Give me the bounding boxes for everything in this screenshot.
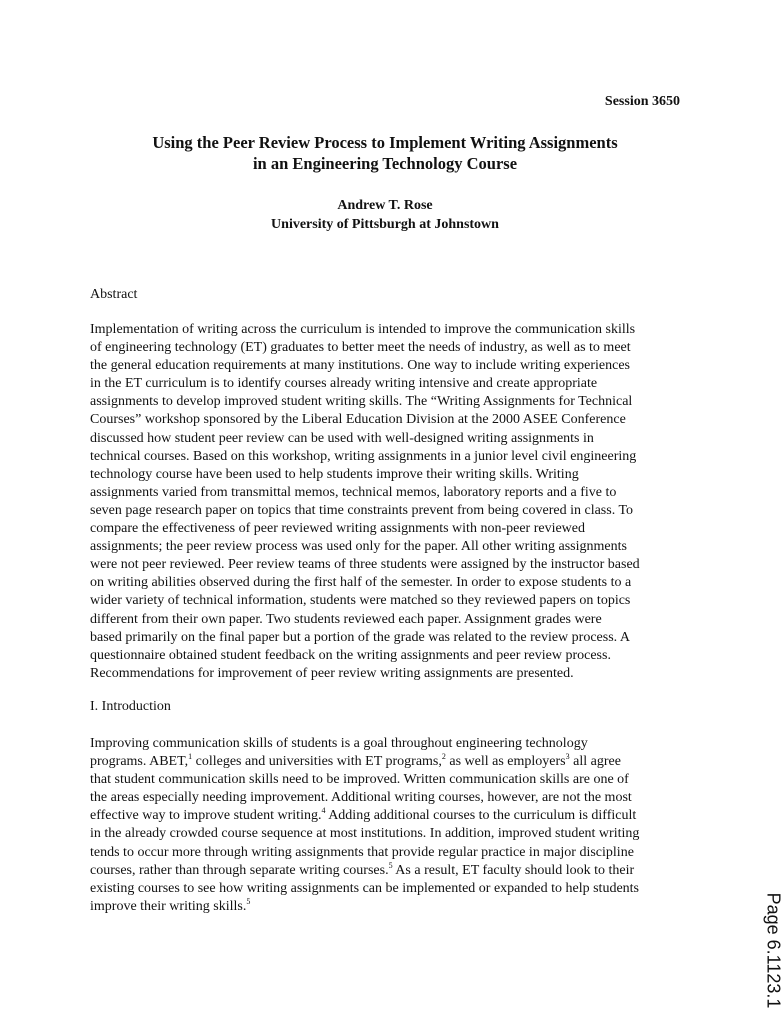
intro-line: in the already crowded course sequence at most institutions. In addition, improved student writing xyxy=(90,826,640,842)
intro-line: that student communication skills need to be improved. Written communication skills are one of xyxy=(90,772,629,788)
abstract-line: the general education requirements at many institutions. One way to include writing experiences xyxy=(90,358,630,374)
abstract-line: on writing abilities observed during the first half of the semester. In order to expose students to a xyxy=(90,575,632,591)
intro-line: improve their writing skills.$^5$ xyxy=(90,896,251,914)
intro-line: Improving communication skills of students is a goal throughout engineering technology xyxy=(90,736,588,751)
citation-ref: 5 xyxy=(388,860,393,870)
abstract-line: seven page research paper on topics that time constraints prevent from being covered in class. To xyxy=(90,502,634,518)
introduction-paragraph xyxy=(90,735,690,916)
author-block xyxy=(0,196,770,234)
abstract-line: Recommendations for improvement of peer review writing assignments are presented. xyxy=(90,665,574,681)
abstract-line: technology course have been used to help students improve their writing skills. Writing xyxy=(90,466,579,482)
abstract-line: wider variety of technical information, students were matched so they reviewed papers on topics xyxy=(90,593,631,609)
intro-line: existing courses to see how writing assignments can be implemented or expanded to help students xyxy=(90,880,639,896)
page-number: Page 6.1123.1 xyxy=(763,892,784,1009)
abstract-line: based primarily on the final paper but a portion of the grade was related to the review process. A xyxy=(90,629,630,645)
abstract-line: Courses” workshop sponsored by the Liberal Education Division at the 2000 ASEE Conference xyxy=(90,412,626,428)
citation-ref: 4 xyxy=(321,806,326,816)
intro-line: effective way to improve student writing.$^4$ Adding additional courses to the curriculum is difficult xyxy=(90,806,637,824)
citation-ref: 3 xyxy=(565,752,570,762)
intro-line: the areas especially needing improvement. Additional writing courses, however, are not the most xyxy=(90,790,632,806)
abstract-line: assignments varied from transmittal memos, technical memos, laboratory reports and a five to xyxy=(90,484,617,500)
session-number: Session 3650 xyxy=(604,94,680,109)
title-line-1: Using the Peer Review Process to Implement Writing Assignments xyxy=(152,133,618,152)
title-line-2: in an Engineering Technology Course xyxy=(252,154,518,173)
author-name: Andrew T. Rose xyxy=(337,198,433,213)
abstract-line: Implementation of writing across the curriculum is intended to improve the communication skills xyxy=(90,322,636,337)
paper-title xyxy=(0,132,770,174)
abstract-line: assignments to develop improved student writing skills. The “Writing Assignments for Technical xyxy=(90,394,633,410)
abstract-line: in the ET curriculum is to identify courses already writing intensive and create appropriate xyxy=(90,376,598,392)
citation-ref: 5 xyxy=(246,896,251,906)
intro-line: tends to occur more through writing assignments that provide regular practice in major discipline xyxy=(90,844,634,860)
abstract-line: assignments; the peer review process was used only for the paper. All other writing assignments xyxy=(90,539,627,555)
abstract-paragraph xyxy=(90,321,690,683)
abstract-line: discussed how student peer review can be used with well-designed writing assignments in xyxy=(90,430,594,446)
intro-line: courses, rather than through separate writing courses.$^5$ As a result, ET faculty should look to their xyxy=(90,860,635,878)
abstract-line: technical courses. Based on this workshop, writing assignments in a junior level civil engineering xyxy=(90,448,637,464)
abstract-line: compare the effectiveness of peer reviewed writing assignments with non-peer reviewed xyxy=(90,521,585,537)
abstract-heading: Abstract xyxy=(90,287,138,302)
citation-ref: 1 xyxy=(188,752,193,762)
intro-line: programs. ABET,$^1$ colleges and universities with ET programs,$^2$ as well as employers$^3$ all agree xyxy=(90,752,621,770)
author-affiliation: University of Pittsburgh at Johnstown xyxy=(271,217,499,232)
abstract-line: of engineering technology (ET) graduates to better meet the needs of industry, as well as to meet xyxy=(90,340,631,356)
abstract-line: were not peer reviewed. Peer review teams of three students were assigned by the instructor based xyxy=(90,557,640,573)
abstract-line: different from their own paper. Two students reviewed each paper. Assignment grades were xyxy=(90,611,602,627)
introduction-heading: I. Introduction xyxy=(90,699,171,714)
citation-ref: 2 xyxy=(441,752,446,762)
abstract-line: questionnaire obtained student feedback on the writing assignments and peer review process. xyxy=(90,647,611,663)
